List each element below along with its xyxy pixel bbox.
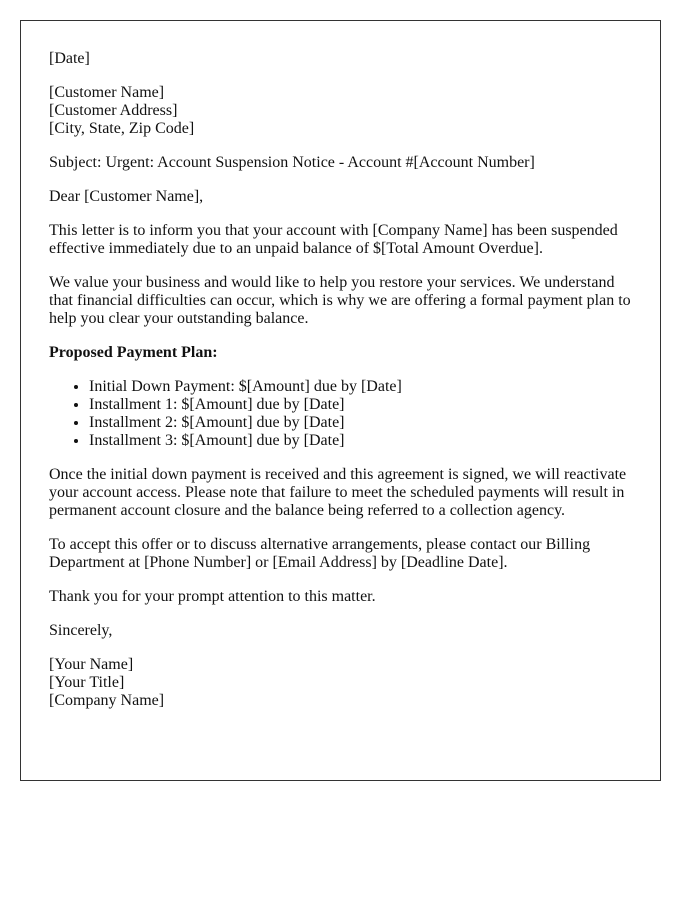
- letter-subject: Subject: Urgent: Account Suspension Notice - Account #[Account Number]: [49, 154, 535, 171]
- signature-name: [Your Name]: [49, 656, 134, 673]
- signature-company: [Company Name]: [49, 692, 165, 709]
- payment-plan-item: • Initial Down Payment: $[Amount] due by [Date]: [89, 378, 632, 396]
- recipient-address-block: [49, 84, 632, 138]
- signature-block: [49, 656, 632, 710]
- recipient-city-state-zip: [City, State, Zip Code]: [49, 120, 195, 137]
- body-paragraph-offer: We value your business and would like to help you restore your services. We understand that financial difficulties can occur, which is why we are offering a formal payment plan to help you clear your outstanding balance.: [49, 274, 631, 327]
- payment-plan-heading: Proposed Payment Plan:: [49, 344, 218, 361]
- body-paragraph-suspension: This letter is to inform you that your account with [Company Name] has been suspended effective immediately due to an unpaid balance of $[Total Amount Overdue].: [49, 222, 618, 257]
- closing: Sincerely,: [49, 622, 113, 639]
- payment-plan-item: • Installment 3: $[Amount] due by [Date]: [89, 432, 632, 450]
- payment-plan-item: • Installment 2: $[Amount] due by [Date]: [89, 414, 632, 432]
- salutation: Dear [Customer Name],: [49, 188, 204, 205]
- payment-plan-list: [49, 378, 632, 450]
- recipient-name: [Customer Name]: [49, 84, 165, 101]
- signature-title: [Your Title]: [49, 674, 125, 691]
- letter-page: [20, 20, 661, 781]
- body-paragraph-thanks: Thank you for your prompt attention to this matter.: [49, 588, 376, 605]
- body-paragraph-terms: Once the initial down payment is received and this agreement is signed, we will reactivate your account access. Please note that failure to meet the scheduled payments will result in permanent account closure and the balance being referred to a collection agency.: [49, 466, 627, 519]
- payment-plan-item: • Installment 1: $[Amount] due by [Date]: [89, 396, 632, 414]
- letter-date: [Date]: [49, 50, 90, 67]
- recipient-address: [Customer Address]: [49, 102, 178, 119]
- body-paragraph-contact: To accept this offer or to discuss alternative arrangements, please contact our Billing Department at [Phone Number] or [Email Address] by [Deadline Date].: [49, 536, 591, 571]
